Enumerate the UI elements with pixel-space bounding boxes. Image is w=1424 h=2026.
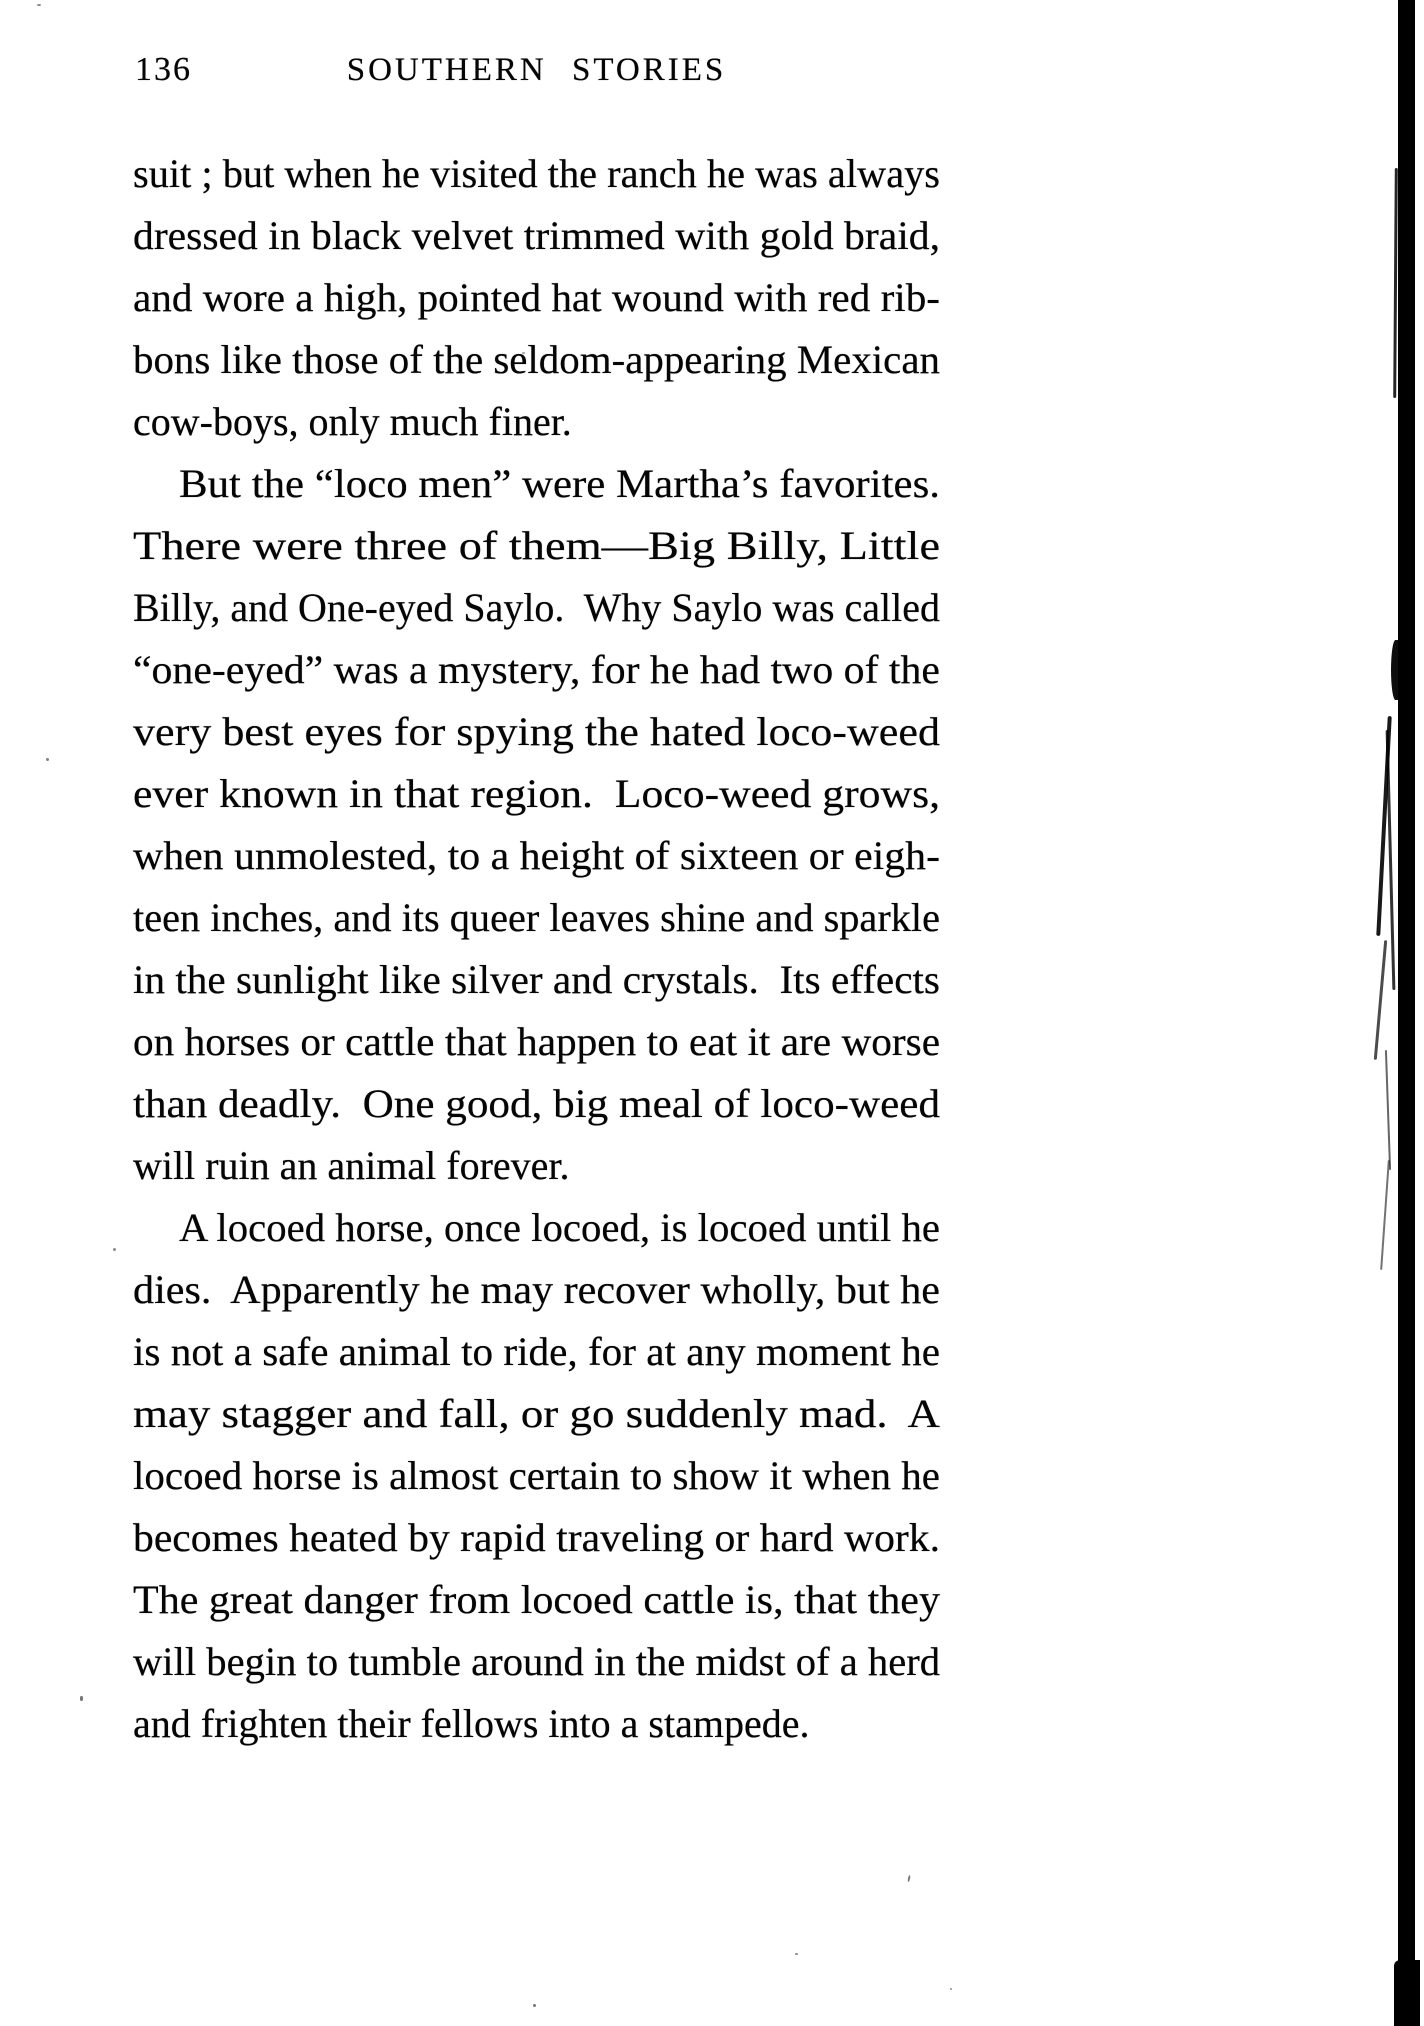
text-line-content: The great danger from locoed cattle is, that they bbox=[133, 1577, 940, 1622]
scan-speck bbox=[795, 1953, 798, 1955]
text-line bbox=[133, 1011, 940, 1073]
text-line bbox=[133, 577, 940, 639]
scan-streak bbox=[1391, 640, 1400, 700]
text-line-content: dies. Apparently he may recover wholly, but he bbox=[133, 1267, 940, 1312]
text-line bbox=[133, 1693, 940, 1755]
text-line-content: when unmolested, to a height of sixteen or eigh- bbox=[133, 833, 941, 878]
text-line bbox=[133, 763, 940, 825]
scan-streak bbox=[1374, 940, 1387, 1060]
text-line bbox=[133, 1073, 940, 1135]
text-line-content: But the “loco men” were Martha’s favorites. bbox=[179, 461, 940, 506]
text-line bbox=[133, 515, 940, 577]
scan-streak bbox=[1380, 1160, 1390, 1270]
text-line bbox=[133, 887, 940, 949]
scan-speck bbox=[113, 1248, 116, 1251]
text-line bbox=[133, 949, 940, 1011]
text-line bbox=[133, 1383, 940, 1445]
text-line bbox=[133, 1135, 940, 1197]
text-line-content: on horses or cattle that happen to eat it are worse bbox=[133, 1019, 941, 1064]
text-line bbox=[133, 1631, 940, 1693]
text-line bbox=[133, 701, 940, 763]
page-header bbox=[133, 48, 940, 92]
text-line bbox=[133, 391, 940, 453]
scan-speck bbox=[46, 758, 49, 761]
text-line-content: locoed horse is almost certain to show it when he bbox=[133, 1453, 940, 1498]
text-line-content: may stagger and fall, or go suddenly mad. A bbox=[133, 1391, 940, 1436]
text-line bbox=[133, 267, 940, 329]
text-line-content: bons like those of the seldom-appearing Mexican bbox=[133, 337, 940, 382]
text-line-content: cow-boys, only much finer. bbox=[133, 399, 572, 444]
text-line bbox=[133, 1197, 940, 1259]
text-line-content: There were three of them—Big Billy, Little bbox=[133, 523, 941, 568]
scan-streak bbox=[1386, 730, 1396, 990]
text-line bbox=[133, 453, 940, 515]
text-line-content: than deadly. One good, big meal of loco-weed bbox=[133, 1081, 941, 1126]
scan-speck bbox=[950, 1988, 952, 1990]
text-line-content: will ruin an animal forever. bbox=[133, 1143, 570, 1188]
scan-speck bbox=[37, 4, 41, 6]
text-line-content: very best eyes for spying the hated loco-weed bbox=[133, 709, 941, 754]
scan-speck bbox=[533, 2004, 536, 2007]
text-line bbox=[133, 1507, 940, 1569]
text-line-content: dressed in black velvet trimmed with gold braid, bbox=[133, 213, 941, 258]
text-line-content: becomes heated by rapid traveling or hard work. bbox=[133, 1515, 940, 1560]
text-line-content: Billy, and One-eyed Saylo. Why Saylo was called bbox=[133, 585, 940, 630]
text-line-content: and wore a high, pointed hat wound with red rib- bbox=[133, 275, 941, 320]
text-line bbox=[133, 1569, 940, 1631]
scan-speck bbox=[522, 352, 525, 354]
scan-gutter-bar bbox=[1398, 0, 1415, 2026]
scan-speck bbox=[907, 1875, 910, 1882]
scan-speck bbox=[80, 1696, 83, 1701]
text-line-content: suit ; but when he visited the ranch he was always bbox=[133, 151, 941, 196]
text-line-content: A locoed horse, once locoed, is locoed until he bbox=[179, 1205, 941, 1250]
page-number: 136 bbox=[135, 51, 192, 88]
text-line bbox=[133, 329, 940, 391]
text-line bbox=[133, 639, 940, 701]
text-line bbox=[133, 1321, 940, 1383]
text-line bbox=[133, 1445, 940, 1507]
scan-streak bbox=[1385, 1050, 1391, 1170]
body-text bbox=[133, 143, 940, 1755]
text-line-content: teen inches, and its queer leaves shine and sparkle bbox=[133, 895, 940, 940]
text-line-content: and frighten their fellows into a stampede. bbox=[133, 1701, 810, 1746]
text-line bbox=[133, 1259, 940, 1321]
text-line-content: “one-eyed” was a mystery, for he had two of the bbox=[133, 647, 940, 692]
text-line-content: ever known in that region. Loco-weed grows, bbox=[133, 771, 940, 816]
text-line-content: will begin to tumble around in the midst of a herd bbox=[133, 1639, 941, 1684]
text-line-content: in the sunlight like silver and crystals. Its effects bbox=[133, 957, 940, 1002]
text-line bbox=[133, 143, 940, 205]
text-line bbox=[133, 825, 940, 887]
text-line-content: is not a safe animal to ride, for at any moment he bbox=[133, 1329, 941, 1374]
running-title: SOUTHERN STORIES bbox=[346, 52, 727, 88]
text-line bbox=[133, 205, 940, 267]
scan-gutter-bar-foot bbox=[1394, 1960, 1420, 2026]
